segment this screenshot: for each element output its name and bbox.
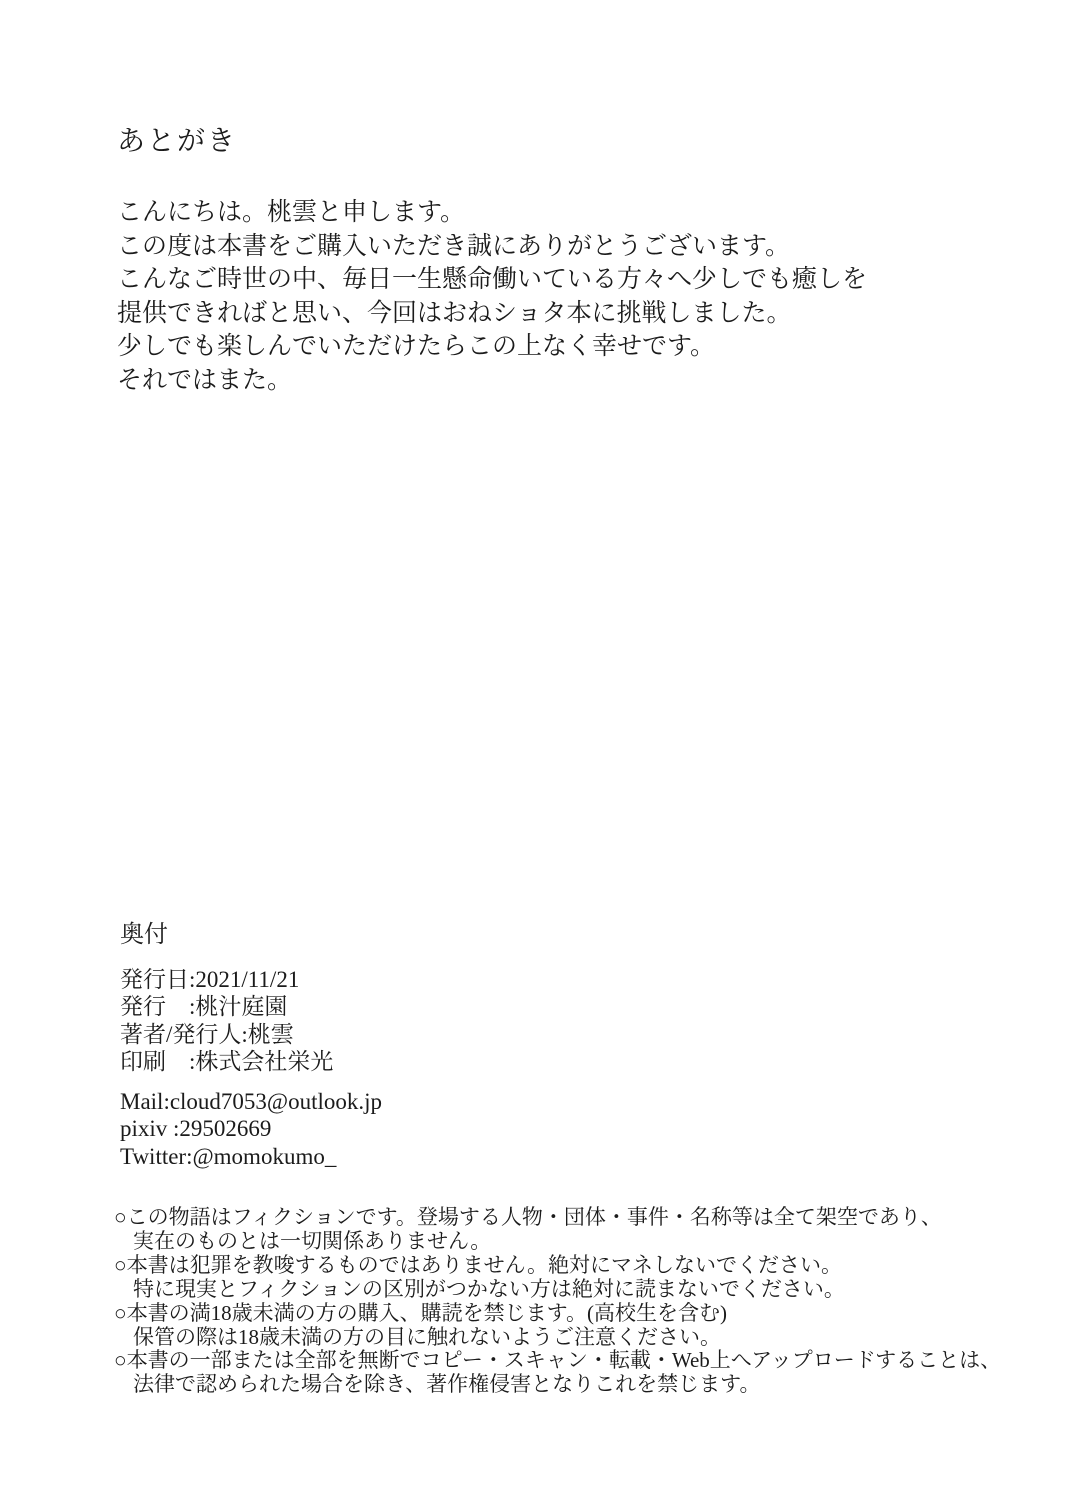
disclaimer-item-main: ○本書の一部または全部を無断でコピー・スキャン・転載・Web上へアップロードすることは、 <box>114 1348 1002 1373</box>
author-line: 著者/発行人:桃雲 <box>120 1021 294 1047</box>
disclaimer-item-continuation: 法律で認められた場合を除き、著作権侵害となりこれを禁じます。 <box>133 1372 761 1397</box>
afterword-line: こんにちは。桃雲と申します。 <box>117 199 466 226</box>
disclaimer-item-main: ○この物語はフィクションです。登場する人物・団体・事件・名称等は全て架空であり、 <box>114 1205 942 1229</box>
afterword-body <box>117 196 867 397</box>
colophon-heading: 奥付 <box>120 922 168 948</box>
printer-line: 印刷 :株式会社栄光 <box>120 1049 334 1075</box>
mail-line: Mail:cloud7053@outlook.jp <box>120 1089 383 1114</box>
afterword-line: この度は本書をご購入いただき誠にありがとうございます。 <box>117 232 791 260</box>
publication-date-line: 発行日:2021/11/21 <box>120 967 300 992</box>
disclaimer-item-main: ○本書の満18歳未満の方の購入、購読を禁じます。(高校生を含む) <box>114 1300 727 1325</box>
disclaimer-item <box>114 1349 1001 1397</box>
disclaimer-item-continuation: 保管の際は18歳未満の方の目に触れないようご注意ください。 <box>133 1324 721 1349</box>
publisher-line: 発行 :桃汁庭園 <box>120 994 288 1020</box>
disclaimer-item <box>114 1302 1001 1350</box>
afterword-line: こんなご時世の中、毎日一生懸命働いている方々へ少しでも癒しを <box>117 266 868 293</box>
disclaimer-item-continuation: 実在のものとは一切関係ありません。 <box>133 1228 492 1253</box>
disclaimer-section <box>114 1206 1001 1397</box>
colophon-publication <box>120 966 333 1076</box>
afterword-heading: あとがき <box>117 126 238 157</box>
afterword-line: 少しでも楽しんでいただけたらこの上なく幸せです。 <box>117 333 716 360</box>
disclaimer-item-main: ○本書は犯罪を教唆するものではありません。絶対にマネしないでください。 <box>114 1252 842 1277</box>
pixiv-line: pixiv :29502669 <box>120 1116 272 1142</box>
disclaimer-item <box>114 1206 1001 1254</box>
colophon-contact <box>120 1088 382 1170</box>
disclaimer-item <box>114 1254 1001 1302</box>
afterword-line: それではまた。 <box>117 366 293 394</box>
disclaimer-item-continuation: 特に現実とフィクションの区別がつかない方は絶対に読まないでください。 <box>133 1276 845 1301</box>
afterword-line: 提供できればと思い、今回はおねショタ本に挑戦しました。 <box>117 299 792 327</box>
twitter-line: Twitter:@momokumo_ <box>120 1143 337 1169</box>
